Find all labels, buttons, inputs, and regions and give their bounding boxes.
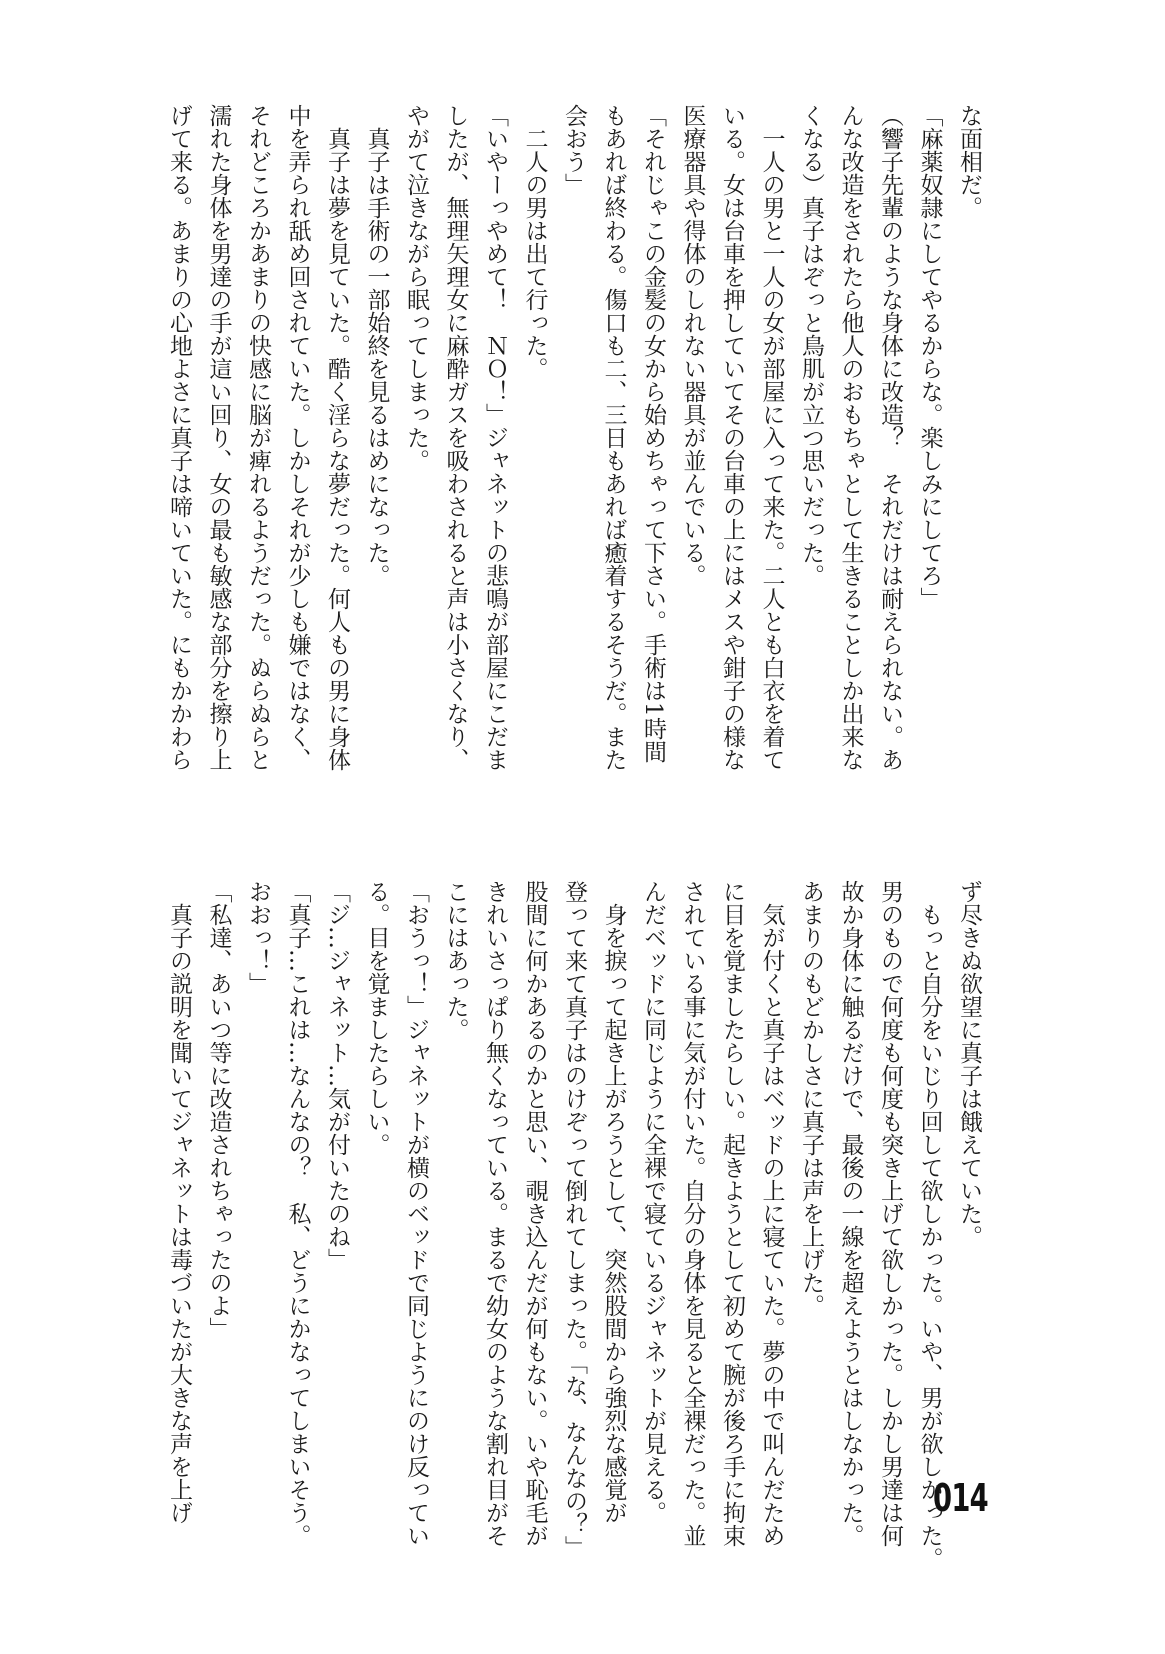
text-line: 真子は手術の一部始終を見るはめになった。 [363, 104, 390, 587]
page-number: 014 [933, 1476, 988, 1520]
text-line: 「それじゃこの金髪の女から始めちゃって下さい。手術は1時間 [640, 104, 666, 763]
text-line: 真子の説明を聞いてジャネットは毒づいたが大きな声を上げ [166, 880, 192, 1524]
text-line: 一人の男と一人の女が部屋に入って来た。二人とも白衣を着て [758, 104, 785, 771]
text-line: に目を覚ましたらしい。起きようとして初めて腕が後ろ手に拘束 [719, 880, 745, 1547]
text-line: 医療器具や得体のしれない器具が並んでいる。 [679, 104, 706, 587]
text-line: されている事に気が付いた。自分の身体を見ると全裸だった。並 [679, 880, 706, 1547]
text-line: げて来る。あまりの心地よさに真子は啼いていた。にもかかわら [166, 104, 192, 771]
text-line: な面相だ。 [956, 104, 982, 219]
text-line: くなる）真子はぞっと鳥肌が立つ思いだった。 [798, 104, 824, 587]
text-line: 男のもので何度も何度も突き上げて欲しかった。しかし男達は何 [877, 880, 903, 1547]
text-block-bottom [159, 880, 989, 1570]
text-line: 真子は夢を見ていた。酷く淫らな夢だった。何人もの男に身体 [324, 104, 350, 771]
text-line: 会おう」 [561, 104, 587, 196]
text-line: 中を弄られ舐め回されていた。しかしそれが少しも嫌ではなく、 [284, 104, 311, 771]
text-line: おおっ！」 [245, 880, 271, 995]
text-line: る。目を覚ましたらしい。 [363, 880, 390, 1156]
text-block-top [159, 104, 989, 774]
text-line: したが、無理矢理女に麻酔ガスを吸わされると声は小さくなり、 [442, 104, 469, 771]
text-line: 故か身体に触るだけで、最後の一線を超えようとはしなかった。 [837, 880, 864, 1547]
text-line: やがて泣きながら眠ってしまった。 [403, 104, 429, 472]
text-line: 登って来て真子はのけぞって倒れてしまった。「な、なんなの？」 [561, 880, 587, 1559]
text-line: もあれば終わる。傷口も二、三日もあれば癒着するそうだ。また [600, 104, 627, 771]
text-line: 「ジ…ジャネット…気が付いたのね」 [324, 880, 350, 1271]
text-line: 「おうっ！」ジャネットが横のベッドで同じようにのけ反ってい [403, 880, 429, 1547]
text-line: いる。女は台車を押していてその台車の上にはメスや鉗子の様な [719, 104, 745, 771]
text-line: あまりのもどかしさに真子は声を上げた。 [798, 880, 824, 1317]
text-line: こにはあった。 [442, 880, 469, 1041]
text-line: 身を捩って起き上がろうとして、突然股間から強烈な感覚が [600, 880, 627, 1524]
text-line: 「真子…これは…なんなの？ 私、どうにかなってしまいそう。 [284, 880, 311, 1547]
text-line: 「麻薬奴隷にしてやるからな。楽しみにしてろ」 [916, 104, 943, 610]
text-line: 股間に何かあるのかと思い、覗き込んだが何もない。いや恥毛が [521, 880, 548, 1547]
text-line: 気が付くと真子はベッドの上に寝ていた。夢の中で叫んだため [758, 880, 785, 1547]
text-line: ず尽きぬ欲望に真子は餓えていた。 [956, 880, 982, 1248]
text-line: それどころかあまりの快感に脳が痺れるようだった。ぬらぬらと [245, 104, 271, 771]
text-line: んな改造をされたら他人のおもちゃとして生きることしか出来な [837, 104, 864, 771]
text-line: 濡れた身体を男達の手が這い回り、女の最も敏感な部分を擦り上 [205, 104, 232, 771]
text-line: 二人の男は出て行った。 [521, 104, 548, 380]
text-line: んだベッドに同じように全裸で寝ているジャネットが見える。 [640, 880, 666, 1524]
text-line: きれいさっぱり無くなっている。まるで幼女のような割れ目がそ [482, 880, 508, 1547]
text-line: もっと自分をいじり回して欲しかった。いや、男が欲しかった。 [916, 880, 943, 1570]
text-line: 「いやーっやめて！ ＮＯ！」ジャネットの悲鳴が部屋にこだま [482, 104, 508, 771]
text-line: （響子先輩のような身体に改造？ それだけは耐えられない。あ [877, 104, 903, 771]
text-line: 「私達、あいつ等に改造されちゃったのよ」 [205, 880, 232, 1340]
